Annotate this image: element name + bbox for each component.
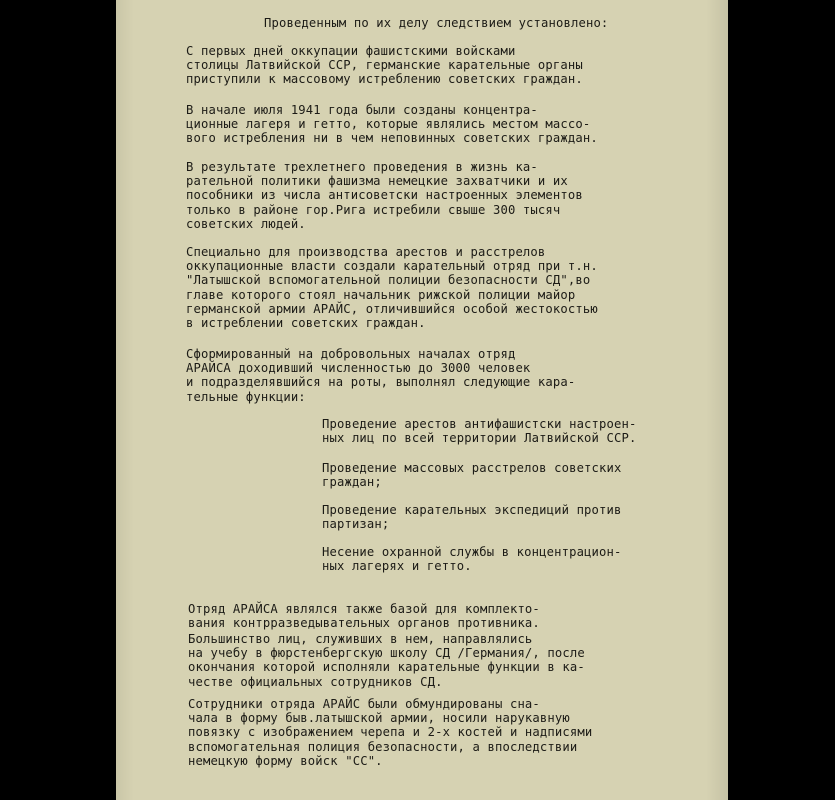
document-page <box>116 0 728 800</box>
paragraph-1: С первых дней оккупации фашистскими войсками столицы Латвийской ССР, германские карательные органы приступили к массовому истреблению советских граждан. <box>186 44 583 87</box>
paragraph-3: В результате трехлетнего проведения в жизнь ка- рательной политики фашизма немецкие захватчики и их пособники из числа антисоветски настроенных элементов только в районе гор.Рига истребили свыше 300 тысяч советских людей. <box>186 160 583 231</box>
heading: Проведенным по их делу следствием установлено: <box>264 16 609 30</box>
paragraph-2: В начале июля 1941 года были созданы концентра- ционные лагеря и гетто, которые являлись местом массо- вого истребления ни в чем неповинных советских граждан. <box>186 103 598 146</box>
function-item-3: Проведение карательных экспедиций против партизан; <box>322 503 622 532</box>
function-item-4: Несение охранной службы в концентрацион- ных лагерях и гетто. <box>322 545 622 574</box>
paragraph-7: Большинство лиц, служивших в нем, направлялись на учебу в фюрстенбергскую школу СД /Германия/, после окончания которой исполняли карательные функции в ка- честве официальных сотрудников СД. <box>188 632 585 689</box>
function-item-2: Проведение массовых расстрелов советских граждан; <box>322 461 622 490</box>
paragraph-5: Сформированный на добровольных началах отряд АРАЙСА доходивший численностью до 3000 человек и подразделявшийся на роты, выполнял следующие кара- тельные функции: <box>186 347 576 404</box>
paragraph-8: Сотрудники отряда АРАЙС были обмундированы сна- чала в форму быв.латышской армии, носили нарукавную повязку с изображением черепа и 2-х костей и надписями вспомогательная полиция безопасности, а впоследствии немецкую форму войск "СС". <box>188 697 593 768</box>
function-item-1: Проведение арестов антифашистски настроен- ных лиц по всей территории Латвийской ССР. <box>322 417 637 446</box>
paragraph-4: Специально для производства арестов и расстрелов оккупационные власти создали карательный отряд при т.н. "Латышской вспомогательной полиции безопасности СД",во главе которого стоял начальник рижской полиции майор германской армии АРАЙС, отличившийся особой жестокостью в истреблении советских граждан. <box>186 245 598 331</box>
paragraph-6: Отряд АРАЙСА являлся также базой для комплекто- вания контрразведывательных органов противника. <box>188 602 540 631</box>
